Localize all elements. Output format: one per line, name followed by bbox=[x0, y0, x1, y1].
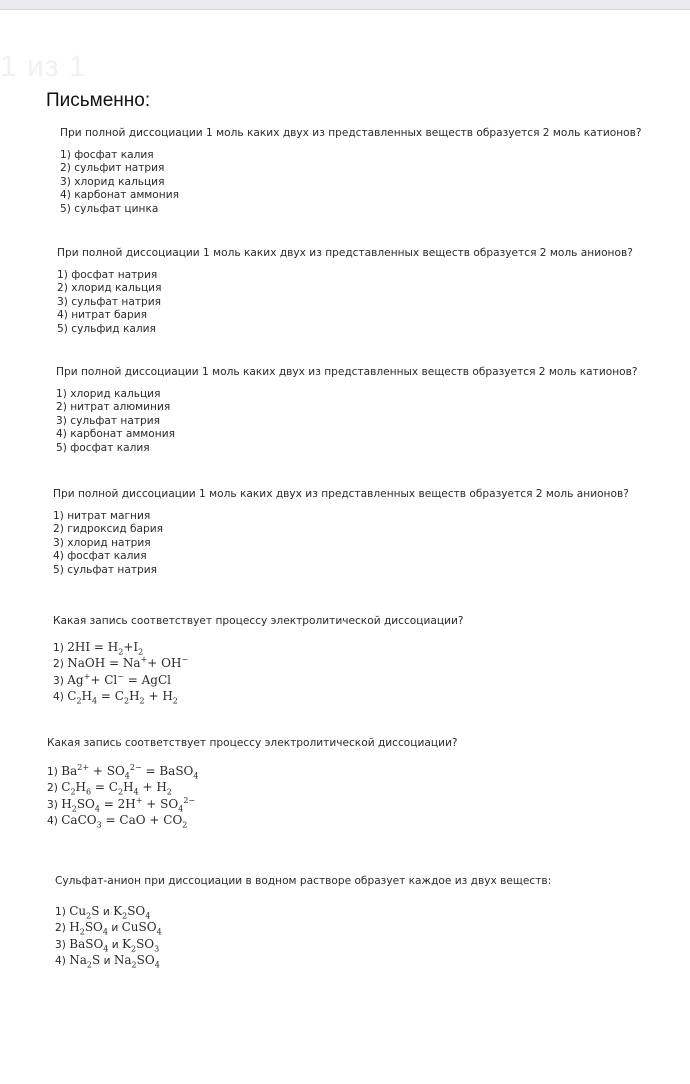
option-formula: 1) $Cu_2S$ и $K_2SO_4$ bbox=[55, 903, 151, 920]
question-text: При полной диссоциации 1 моль каких двух из представленных веществ образуется 2 моль анионов? bbox=[53, 488, 629, 500]
question-text: Какая запись соответствует процессу электролитической диссоциации? bbox=[47, 737, 458, 749]
option: 5) сульфат цинка bbox=[60, 202, 159, 215]
question-block-5 bbox=[53, 614, 463, 706]
option: 1) нитрат магния bbox=[53, 509, 151, 522]
option-formula: 1) $Ba^{2+} + SO_4^{2-}$ = BaSO$_4$ bbox=[47, 762, 199, 780]
option: 3) хлорид кальция bbox=[60, 175, 165, 188]
option: 5) сульфид калия bbox=[57, 322, 156, 335]
question-block-6 bbox=[47, 736, 457, 830]
option: 3) сульфат натрия bbox=[56, 414, 161, 427]
question-block-7 bbox=[55, 874, 551, 970]
option-formula: 4) $C_2H_4 = C_2H_2 + H_2$ bbox=[53, 689, 178, 706]
question-text: При полной диссоциации 1 моль каких двух из представленных веществ образуется 2 моль катионов? bbox=[60, 127, 642, 139]
option: 1) фосфат калия bbox=[60, 148, 154, 161]
option: 3) хлорид натрия bbox=[53, 536, 151, 549]
option: 4) фосфат калия bbox=[53, 550, 147, 563]
question-block-1 bbox=[60, 127, 641, 217]
option-formula: 2) $C_2H_6 = C_2H_4 + H_2$ bbox=[47, 780, 172, 797]
option-formula: 3) BaSO$_4$ и $K_2SO_3$ bbox=[55, 936, 160, 954]
option-formula: 3) $H_2SO_4 = 2H^+ + SO_4^{2-}$ bbox=[47, 795, 196, 814]
option: 2) хлорид кальция bbox=[57, 282, 162, 295]
question-block-3 bbox=[56, 366, 637, 456]
option-formula: 3) Ag++ Cl− = AgCl bbox=[53, 671, 171, 687]
option-formula: 1) $2HI = H_2+I_2$ bbox=[53, 639, 144, 656]
option-formula: 4) CaCO$_3$ = CaO + $CO_2$ bbox=[47, 813, 188, 830]
option: 4) карбонат аммония bbox=[56, 428, 175, 441]
option-formula: 2) $H_2SO_4$ и CuSO$_4$ bbox=[55, 920, 162, 937]
option: 5) фосфат калия bbox=[56, 441, 150, 454]
page-title: Письменно: bbox=[46, 90, 151, 111]
option: 4) нитрат бария bbox=[57, 309, 147, 322]
question-text: При полной диссоциации 1 моль каких двух из представленных веществ образуется 2 моль анионов? bbox=[57, 247, 633, 259]
question-block-2 bbox=[57, 247, 633, 337]
top-bar bbox=[0, 0, 690, 10]
page-counter-watermark: 1 из 1 bbox=[0, 50, 87, 83]
option: 4) карбонат аммония bbox=[60, 189, 179, 202]
option-formula: 4) $Na_2S$ и $Na_2SO_4$ bbox=[55, 953, 160, 970]
question-text: При полной диссоциации 1 моль каких двух из представленных веществ образуется 2 моль катионов? bbox=[56, 366, 638, 378]
question-block-4 bbox=[53, 488, 629, 578]
question-text: Какая запись соответствует процессу электролитической диссоциации? bbox=[53, 615, 464, 627]
option: 2) сульфит натрия bbox=[60, 162, 165, 175]
option: 3) сульфат натрия bbox=[57, 295, 162, 308]
option-formula: 2) NaOH = Na++ OH− bbox=[53, 655, 189, 671]
option: 1) фосфат натрия bbox=[57, 268, 158, 281]
option: 1) хлорид кальция bbox=[56, 387, 161, 400]
question-text: Сульфат-анион при диссоциации в водном растворе образует каждое из двух веществ: bbox=[55, 875, 552, 887]
option: 5) сульфат натрия bbox=[53, 563, 158, 576]
option: 2) нитрат алюминия bbox=[56, 401, 171, 414]
option: 2) гидроксид бария bbox=[53, 523, 164, 536]
